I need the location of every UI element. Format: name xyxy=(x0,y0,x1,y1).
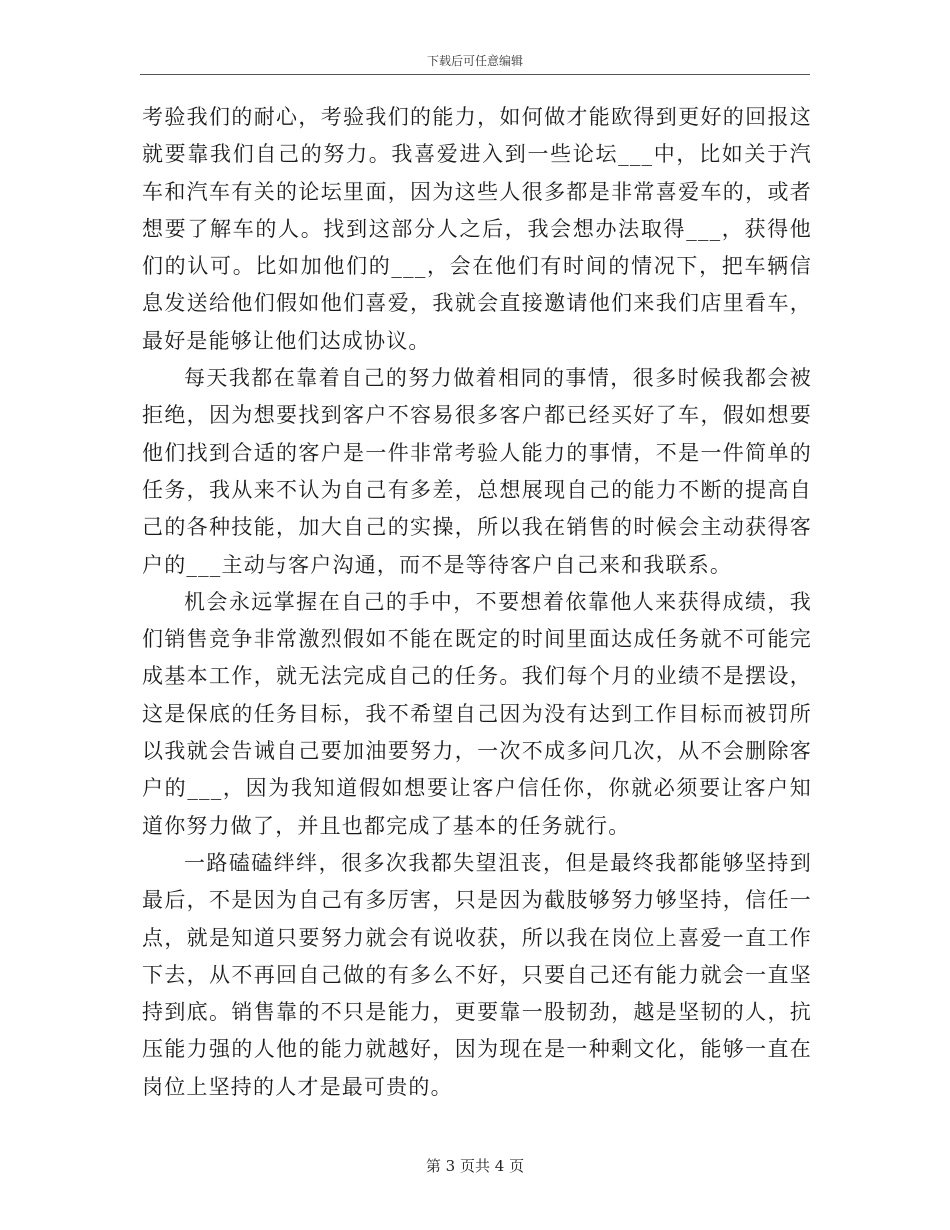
page-header: 下载后可任意编辑 xyxy=(426,54,523,68)
page-number: 第 3 页共 4 页 xyxy=(425,1157,525,1175)
paragraph-1: 考验我们的耐心，考验我们的能力，如何做才能欧得到更好的回报这就要靠我们自己的努力。我喜爱进入到一些论坛___中，比如关于汽车和汽车有关的论坛里面，因为这些人很多都是非常喜爱车的，或者想要了解车的人。找到这部分人之后，我会想办法取得___，获得他们的认可。比如加他们的___，会在他们有时间的情况下，把车辆信息发送给他们假如他们喜爱，我就会直接邀请他们来我们店里看车，最好是能够让他们达成协议。 xyxy=(142,105,812,353)
document-body xyxy=(142,99,812,1106)
paragraph-3: 机会永远掌握在自己的手中，不要想着依靠他人来获得成绩，我们销售竞争非常激烈假如不能在既定的时间里面达成任务就不可能完成基本工作，就无法完成自己的任务。我们每个月的业绩不是摆设，这是保底的任务目标，我不希望自己因为没有达到工作目标而被罚所以我就会告诫自己要加油要努力，一次不成多问几次，从不会删除客户的___，因为我知道假如想要让客户信任你，你就必须要让客户知道你努力做了，并且也都完成了基本的任务就行。 xyxy=(142,589,812,838)
paragraph-2: 每天我都在靠着自己的努力做着相同的事情，很多时候我都会被拒绝，因为想要找到客户不容易很多客户都已经买好了车，假如想要他们找到合适的客户是一件非常考验人能力的事情，不是一件简单的任务，我从来不认为自己有多差，总想展现自己的能力不断的提高自己的各种技能，加大自己的实操，所以我在销售的时候会主动获得客户的___主动与客户沟通，而不是等待客户自己来和我联系。 xyxy=(142,366,812,577)
paragraph-4: 一路磕磕绊绊，很多次我都失望沮丧，但是最终我都能够坚持到最后，不是因为自己有多厉害，只是因为截肢够努力够坚持，信任一点，就是知道只要努力就会有说收获，所以我在岗位上喜爱一直工作下去，从不再回自己做的有多么不好，只要自己还有能力就会一直坚持到底。销售靠的不只是能力，更要靠一股韧劲，越是坚韧的人，抗压能力强的人他的能力就越好，因为现在是一种剩文化，能够一直在岗位上坚持的人才是最可贵的。 xyxy=(142,850,812,1099)
header-divider xyxy=(140,74,810,75)
